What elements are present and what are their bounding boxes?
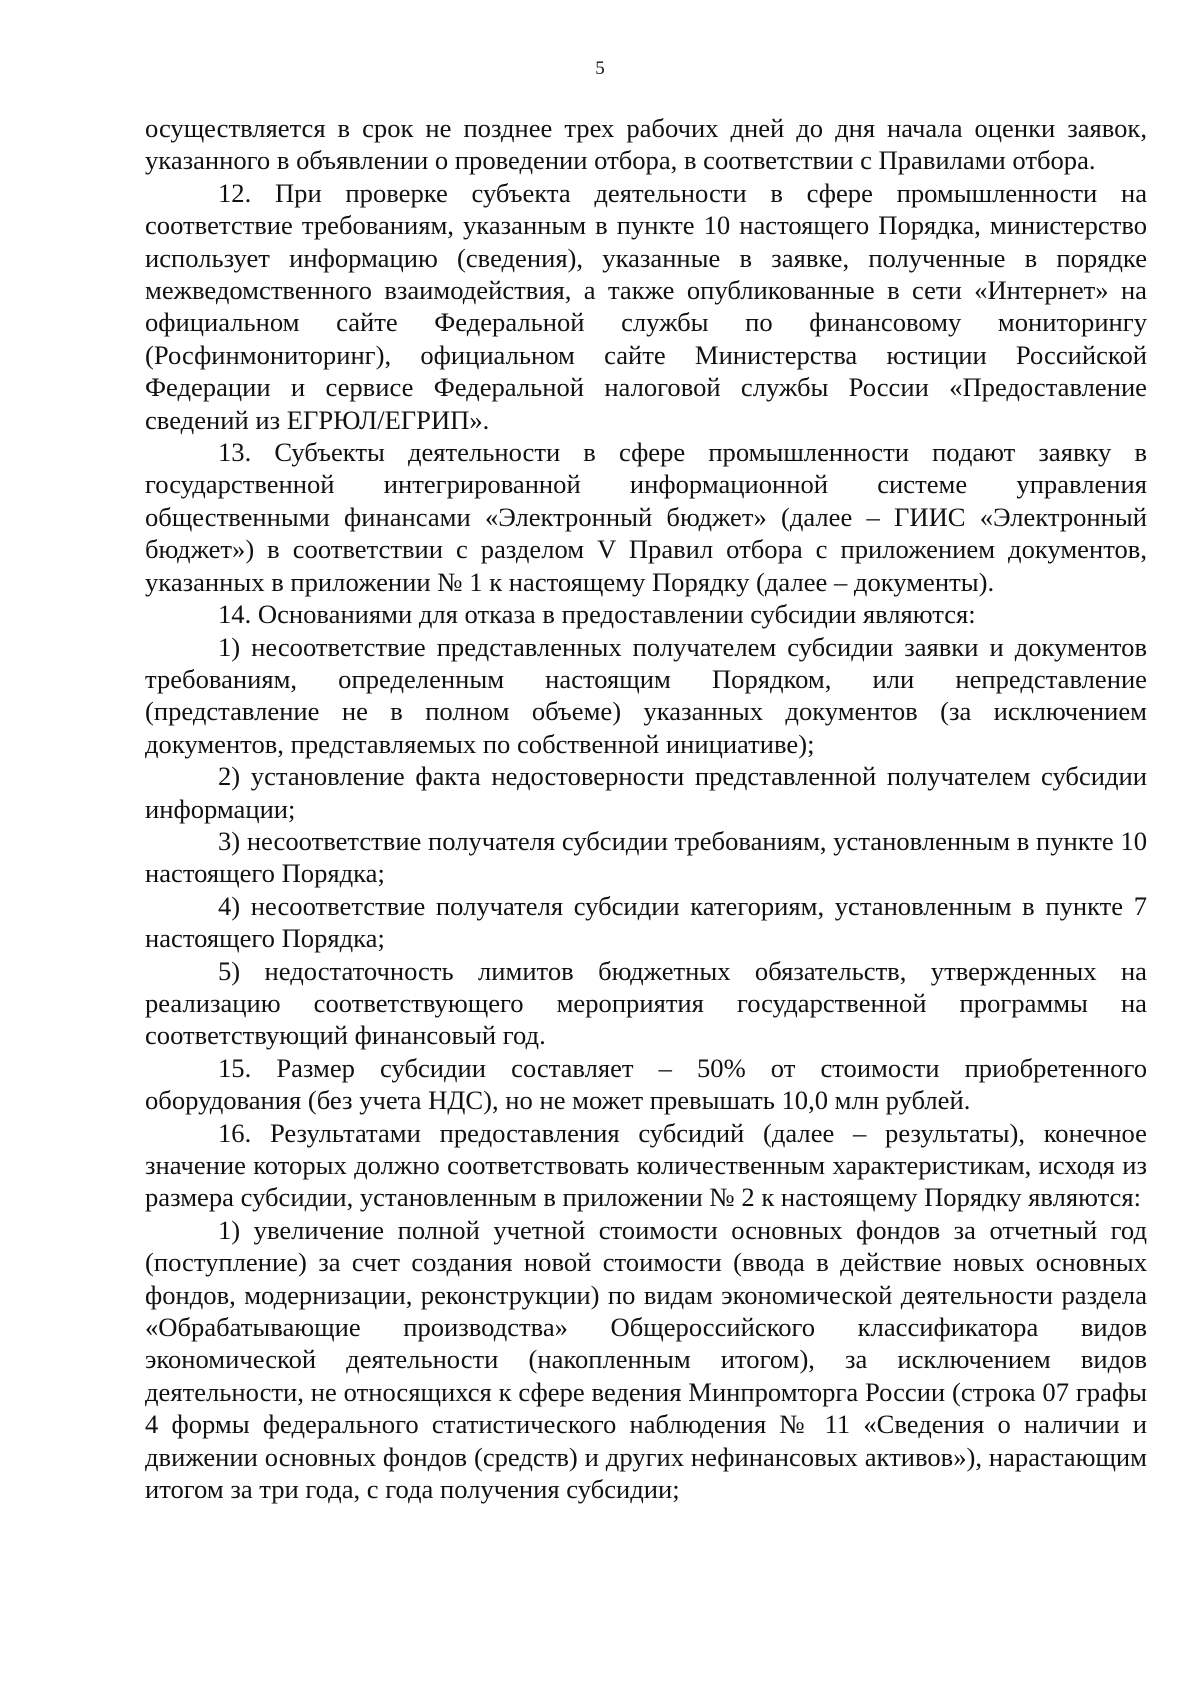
paragraph-subitem-14-4: 4) несоответствие получателя субсидии категориям, установленным в пункте 7 настоящего Порядка;: [145, 890, 1147, 954]
paragraph-item-12: 12. При проверке субъекта деятельности в сфере промышленности на соответствие требованиям, указанным в пункте 10 настоящего Порядка, министерство использует информацию (сведения), указанные в заявке, полученные в порядке межведомственного взаимодействия, а также опубликованные в сети «Интернет» на официальном сайте Федеральной службы по финансовому мониторингу (Росфинмониторинг), официальном сайте Министерства юстиции Российской Федерации и сервисе Федеральной налоговой службы России «Предоставление сведений из ЕГРЮЛ/ЕГРИП».: [145, 177, 1147, 435]
paragraph-subitem-16-1: 1) увеличение полной учетной стоимости основных фондов за отчетный год (поступление) за счет создания новой стоимости (ввода в действие новых основных фондов, модернизации, реконструкции) по видам экономической деятельности раздела «Обрабатывающие производства» Общероссийского классификатора видов экономической деятельности (накопленным итогом), за исключением видов деятельности, не относящихся к сфере ведения Минпромторга России (строка 07 графы 4 формы федерального статистического наблюдения № 11 «Сведения о наличии и движении основных фондов (средств) и других нефинансовых активов»), нарастающим итогом за три года, с года получения субсидии;: [145, 1214, 1147, 1505]
paragraph-subitem-14-5: 5) недостаточность лимитов бюджетных обязательств, утвержденных на реализацию соответствующего мероприятия государственной программы на соответствующий финансовый год.: [145, 955, 1147, 1051]
paragraph-subitem-14-1: 1) несоответствие представленных получателем субсидии заявки и документов требованиям, определенным настоящим Порядком, или непредставление (представление не в полном объеме) указанных документов (за исключением документов, представляемых по собственной инициативе);: [145, 631, 1147, 759]
paragraph-subitem-14-3: 3) несоответствие получателя субсидии требованиям, установленным в пункте 10 настоящего Порядка;: [145, 825, 1147, 889]
paragraph-item-13: 13. Субъекты деятельности в сфере промышленности подают заявку в государственной интегрированной информационной системе управления общественными финансами «Электронный бюджет» (далее – ГИИС «Электронный бюджет») в соответствии с разделом V Правил отбора с приложением документов, указанных в приложении № 1 к настоящему Порядку (далее – документы).: [145, 437, 1147, 597]
paragraph-continuation: осуществляется в срок не позднее трех рабочих дней до дня начала оценки заявок, указанного в объявлении о проведении отбора, в соответствии с Правилами отбора.: [145, 113, 1147, 176]
paragraph-item-16: 16. Результатами предоставления субсидий (далее – результаты), конечное значение которых должно соответствовать количественным характеристикам, исходя из размера субсидии, установленным в приложении № 2 к настоящему Порядку являются:: [145, 1117, 1147, 1213]
paragraph-item-15: 15. Размер субсидии составляет – 50% от стоимости приобретенного оборудования (без учета НДС), но не может превышать 10,0 млн рублей.: [145, 1052, 1147, 1116]
paragraph-subitem-14-2: 2) установление факта недостоверности представленной получателем субсидии информации;: [145, 761, 1147, 824]
page-number: 5: [595, 58, 605, 79]
document-body: [145, 112, 1147, 1505]
paragraph-item-14: 14. Основаниями для отказа в предоставлении субсидии являются:: [218, 599, 976, 630]
